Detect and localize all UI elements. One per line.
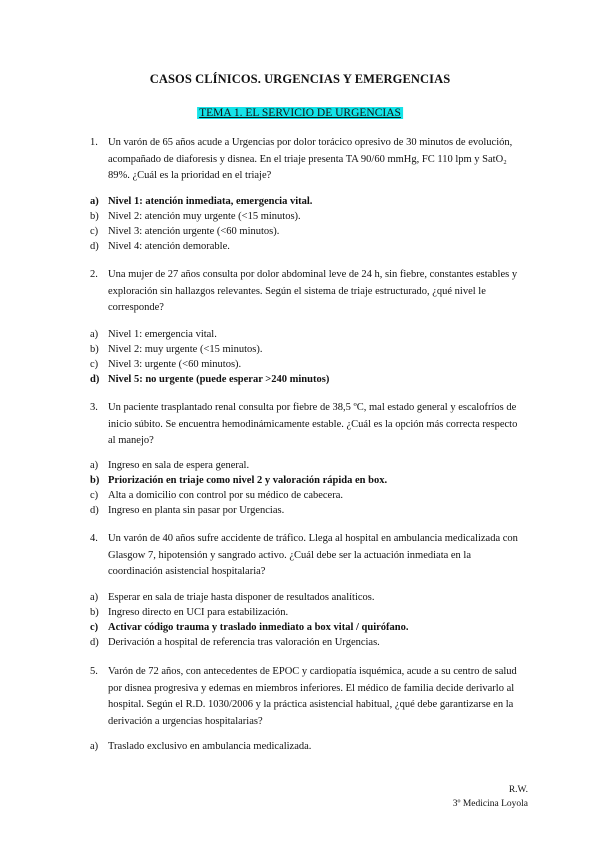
question-text: Un varón de 65 años acude a Urgencias por dolor torácico opresivo de 30 minutos de evolución, acompañado de diaforesis y disnea. En el triaje presenta TA 90/60 mmHg, FC 110 lpm y SatO₂ 89%. ¿Cuál es la prioridad en el triaje? [108,137,513,181]
option-letter: a) [90,196,99,207]
option-1b [90,210,530,224]
question-number: 5. [90,666,98,677]
option-text: Nivel 2: muy urgente (<15 minutos). [108,344,263,355]
option-letter: c) [90,226,99,237]
option-letter: a) [90,329,99,340]
option-text: Ingreso en planta sin pasar por Urgencias. [108,505,285,516]
option-5a [90,740,530,754]
option-letter: b) [90,211,99,222]
option-text: Activar código trauma y traslado inmediato a box vital / quirófano. [108,622,409,633]
question-4 [90,531,520,581]
option-text: Alta a domicilio con control por su médico de cabecera. [108,490,343,501]
option-letter: d) [90,241,99,252]
question-text: Un paciente trasplantado renal consulta por fiebre de 38,5 ºC, mal estado general y escalofríos de inicio súbito. Se encuentra hemodinámicamente estable. ¿Cuál es la opción más correcta respecto al manejo? [108,402,518,446]
document-title: CASOS CLÍNICOS. URGENCIAS Y EMERGENCIAS [149,72,451,86]
option-text: Ingreso directo en UCI para estabilización. [108,607,289,618]
option-text: Derivación a hospital de referencia tras valoración en Urgencias. [108,637,380,648]
option-text: Ingreso en sala de espera general. [108,460,250,471]
option-2b [90,343,530,357]
option-3b [90,474,530,488]
footer-course: 3º Medicina Loyola [452,799,528,809]
option-2a [90,328,530,342]
footer [453,783,528,811]
option-text: Nivel 2: atención muy urgente (<15 minutos). [108,211,301,222]
option-letter: d) [90,505,99,516]
option-4c [90,621,530,635]
option-2c [90,358,530,372]
option-text: Nivel 3: urgente (<60 minutos). [108,359,242,370]
question-text: Varón de 72 años, con antecedentes de EPOC y cardiopatía isquémica, acude a su centro de salud por disnea progresiva y edemas en miembros inferiores. El médico de familia decide derivarlo al hospital. Según el R.D. 1030/2006 y la práctica asistencial habitual, ¿qué debe garantizarse en la derivación a urgencias hospitalarias? [108,666,517,727]
option-letter: d) [90,637,99,648]
option-4b [90,606,530,620]
question-5 [90,664,520,730]
question-text: Un varón de 40 años sufre accidente de tráfico. Llega al hospital en ambulancia medicalizada con Glasgow 7, hipotensión y sangrado activo. ¿Cuál debe ser la actuación inmediata en la coordinación asistencial hospitalaria? [108,533,518,577]
option-letter: a) [90,741,99,752]
option-letter: c) [90,490,99,501]
option-letter: c) [90,359,99,370]
question-number: 1. [90,137,98,148]
option-text: Nivel 5: no urgente (puede esperar >240 minutos) [108,374,330,385]
option-3a [90,459,530,473]
option-letter: a) [90,592,99,603]
option-3d [90,504,530,518]
question-number: 3. [90,402,98,413]
option-letter: d) [90,374,100,385]
option-4d [90,636,530,650]
option-letter: b) [90,475,100,486]
option-text: Nivel 4: atención demorable. [108,241,230,252]
option-letter: c) [90,622,99,633]
option-text: Priorización en triaje como nivel 2 y valoración rápida en box. [108,475,388,486]
option-1a [90,195,530,209]
question-number: 4. [90,533,98,544]
option-letter: b) [90,607,99,618]
option-text: Nivel 1: emergencia vital. [108,329,217,340]
question-2 [90,267,520,317]
option-text: Esperar en sala de triaje hasta disponer de resultados analíticos. [108,592,375,603]
question-text: Una mujer de 27 años consulta por dolor abdominal leve de 24 h, sin fiebre, constantes estables y exploración sin hallazgos relevantes. Según el sistema de triaje estructurado, ¿qué nivel le corresponde? [108,269,518,313]
option-1d [90,240,530,254]
option-3c [90,489,530,503]
footer-author: R.W. [508,785,528,795]
option-4a [90,591,530,605]
option-text: Traslado exclusivo en ambulancia medicalizada. [108,741,312,752]
question-number: 2. [90,269,98,280]
option-text: Nivel 1: atención inmediata, emergencia vital. [108,196,313,207]
question-3 [90,400,520,450]
question-1 [90,135,520,185]
option-letter: b) [90,344,99,355]
option-text: Nivel 3: atención urgente (<60 minutos). [108,226,280,237]
option-1c [90,225,530,239]
option-2d [90,373,530,387]
section-subtitle: TEMA 1. EL SERVICIO DE URGENCIAS [199,107,401,119]
option-letter: a) [90,460,99,471]
